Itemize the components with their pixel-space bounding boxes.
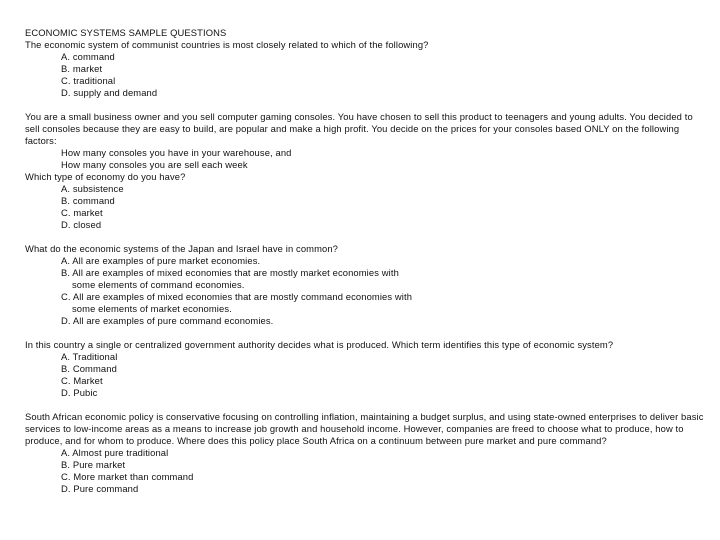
question-1 xyxy=(25,39,705,99)
document-body xyxy=(25,27,705,495)
answer-option: C. market xyxy=(61,207,103,218)
answer-option: A. command xyxy=(61,51,115,62)
factor-item: How many consoles you have in your warehouse, and xyxy=(61,147,292,158)
answer-option: C. traditional xyxy=(61,75,116,86)
question-stem: The economic system of communist countries is most closely related to which of the following? xyxy=(25,39,429,50)
question-stem: What do the economic systems of the Japan and Israel have in common? xyxy=(25,243,339,254)
answer-option: D. Pure command xyxy=(61,483,139,494)
answer-option: C. More market than command xyxy=(61,471,194,482)
answer-option-continuation: some elements of command economies. xyxy=(72,279,245,290)
answer-option: B. Pure market xyxy=(61,459,126,470)
answer-option: C. Market xyxy=(61,375,103,386)
factor-item: How many consoles you are sell each week xyxy=(61,159,248,170)
answer-option: D. All are examples of pure command economies. xyxy=(61,315,274,326)
question-stem: South African economic policy is conservative focusing on controlling inflation, maintaining a budget surplus, and using state-owned enterprises to deliver basic services to low-income areas as a means to increase job growth and household income. However, companies are freed to choose what to produce, how to produce, and for whom to produce. Where does this policy place South Africa on a continuum between pure market and pure command? xyxy=(25,411,704,446)
answer-option: D. Pubic xyxy=(61,387,98,398)
answer-option: B. market xyxy=(61,63,103,74)
answer-option: B. command xyxy=(61,195,115,206)
question-4 xyxy=(25,339,705,399)
answer-option: B. All are examples of mixed economies that are mostly market economies with xyxy=(61,267,399,278)
answer-option-continuation: some elements of market economies. xyxy=(72,303,232,314)
spacer xyxy=(25,399,705,411)
answer-option: A. Almost pure traditional xyxy=(61,447,169,458)
answer-option: A. subsistence xyxy=(61,183,124,194)
answer-option: A. Traditional xyxy=(61,351,118,362)
question-stem: You are a small business owner and you sell computer gaming consoles. You have chosen to sell this product to teenagers and young adults. You decided to sell consoles because they are easy to build, are popular and make a high profit. You decide on the prices for your consoles based ONLY on the following factors: xyxy=(25,111,693,146)
question-5 xyxy=(25,411,705,495)
question-prompt: Which type of economy do you have? xyxy=(25,171,186,182)
question-3 xyxy=(25,243,705,327)
answer-option: A. All are examples of pure market economies. xyxy=(61,255,261,266)
answer-option: B. Command xyxy=(61,363,117,374)
answer-option: D. supply and demand xyxy=(61,87,158,98)
question-stem: In this country a single or centralized government authority decides what is produced. Which term identifies this type of economic system? xyxy=(25,339,614,350)
spacer xyxy=(25,231,705,243)
answer-option: D. closed xyxy=(61,219,102,230)
answer-option: C. All are examples of mixed economies that are mostly command economies with xyxy=(61,291,413,302)
spacer xyxy=(25,327,705,339)
question-2 xyxy=(25,111,705,231)
spacer xyxy=(25,99,705,111)
document-title: ECONOMIC SYSTEMS SAMPLE QUESTIONS xyxy=(25,27,227,38)
